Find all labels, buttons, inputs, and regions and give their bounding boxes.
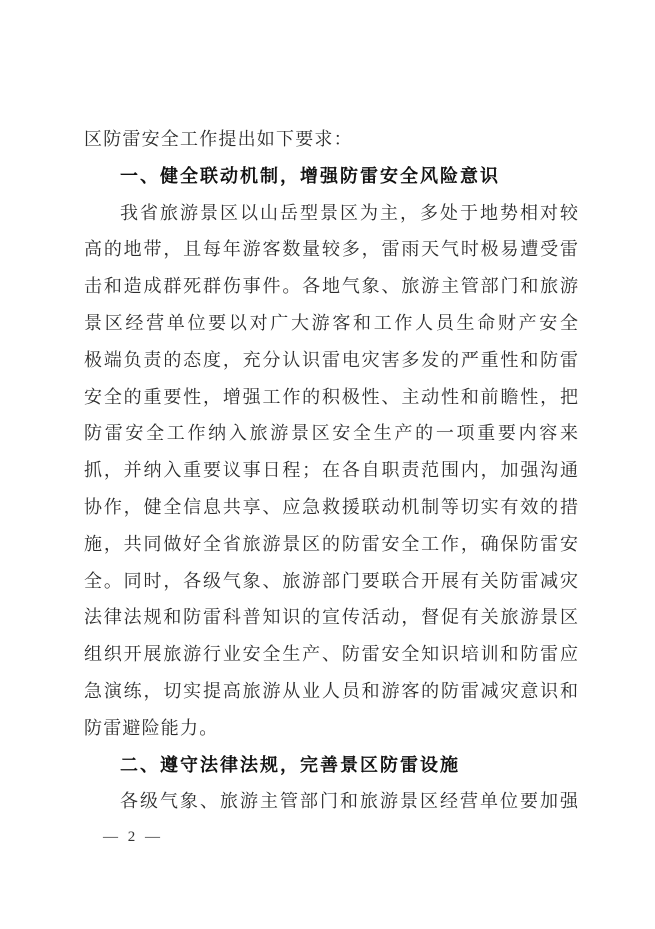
- text-line: 法律法规和防雷科普知识的宣传活动，督促有关旅游景区: [84, 607, 578, 628]
- page-number: — 2 —: [103, 829, 163, 845]
- text-line: 防雷避险能力。: [84, 717, 219, 738]
- text-line: 极端负责的态度，充分认识雷电灾害多发的严重性和防雷: [84, 349, 578, 370]
- text-line: 高的地带，且每年游客数量较多，雷雨天气时极易遭受雷: [84, 239, 578, 260]
- text-line: 我省旅游景区以山岳型景区为主，多处于地势相对较: [120, 202, 578, 223]
- document-text: [84, 121, 578, 820]
- text-line: 全。同时，各级气象、旅游部门要联合开展有关防雷减灾: [84, 570, 578, 591]
- section-heading: 一、健全联动机制，增强防雷安全风险意识: [120, 165, 500, 186]
- text-line: 各级气象、旅游主管部门和旅游景区经营单位要加强: [120, 791, 578, 812]
- text-line: 防雷安全工作纳入旅游景区安全生产的一项重要内容来: [84, 423, 578, 444]
- text-line: 安全的重要性，增强工作的积极性、主动性和前瞻性，把: [84, 386, 578, 407]
- text-line: 协作，健全信息共享、应急救援联动机制等切实有效的措: [84, 496, 578, 517]
- text-line: 急演练，切实提高旅游从业人员和游客的防雷减灾意识和: [84, 680, 578, 701]
- text-line: 击和造成群死群伤事件。各地气象、旅游主管部门和旅游: [84, 276, 578, 297]
- text-line: 景区经营单位要以对广大游客和工作人员生命财产安全: [84, 312, 578, 333]
- text-line: 组织开展旅游行业安全生产、防雷安全知识培训和防雷应: [84, 644, 578, 665]
- text-line: 区防雷安全工作提出如下要求：: [84, 129, 353, 149]
- text-line: 抓，并纳入重要议事日程；在各自职责范围内，加强沟通: [84, 460, 578, 481]
- section-heading: 二、遵守法律法规，完善景区防雷设施: [120, 754, 460, 775]
- text-line: 施，共同做好全省旅游景区的防雷安全工作，确保防雷安: [84, 533, 578, 554]
